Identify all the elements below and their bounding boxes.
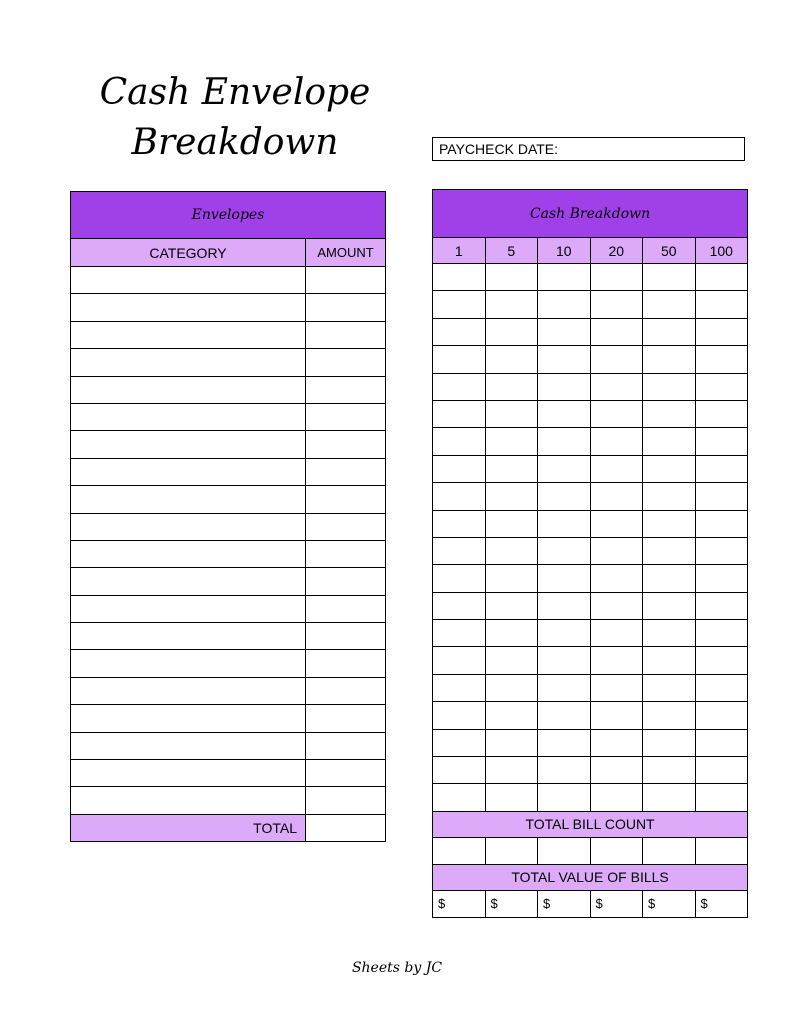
total-bill-count-label: TOTAL BILL COUNT: [433, 811, 748, 837]
bill-count-cell[interactable]: [433, 264, 486, 291]
bill-count-cell[interactable]: [695, 400, 748, 427]
bill-count-cell[interactable]: [538, 592, 591, 619]
bill-count-cell[interactable]: [590, 620, 643, 647]
bill-count-cell[interactable]: [538, 729, 591, 756]
page-title: [70, 68, 400, 168]
envelope-amount-cell[interactable]: [306, 732, 386, 759]
bill-count-cell[interactable]: [695, 620, 748, 647]
bill-count-cell[interactable]: [538, 483, 591, 510]
bill-count-cell[interactable]: [695, 784, 748, 811]
bill-count-cell[interactable]: [590, 483, 643, 510]
bill-count-cell[interactable]: [590, 784, 643, 811]
total-value-label: TOTAL VALUE OF BILLS: [433, 864, 748, 890]
bill-count-cell[interactable]: [485, 428, 538, 455]
bill-count-cell[interactable]: [695, 291, 748, 318]
bill-count-cell[interactable]: [433, 510, 486, 537]
envelope-category-cell[interactable]: [71, 294, 306, 321]
bill-count-cell[interactable]: [485, 674, 538, 701]
bill-count-cell[interactable]: [485, 757, 538, 784]
envelope-row: [71, 321, 386, 348]
cash-row: [433, 620, 748, 647]
bill-count-cell[interactable]: [590, 702, 643, 729]
bill-count-cell[interactable]: [695, 674, 748, 701]
bill-count-cell[interactable]: [485, 346, 538, 373]
envelopes-title: Envelopes: [71, 192, 386, 239]
bill-count-cell[interactable]: [538, 784, 591, 811]
bill-count-cell[interactable]: [695, 702, 748, 729]
bill-count-cell[interactable]: [433, 729, 486, 756]
bill-count-cell[interactable]: [538, 647, 591, 674]
paycheck-date-label: PAYCHECK DATE:: [439, 141, 559, 157]
envelope-amount-cell[interactable]: [306, 623, 386, 650]
cash-row: [433, 264, 748, 291]
envelope-category-cell[interactable]: [71, 677, 306, 704]
bill-count-cell[interactable]: [538, 565, 591, 592]
bill-count-cell[interactable]: [643, 592, 696, 619]
envelope-amount-cell[interactable]: [306, 376, 386, 403]
cash-row: [433, 510, 748, 537]
envelope-row: [71, 349, 386, 376]
envelope-amount-cell[interactable]: [306, 787, 386, 814]
bill-count-cell[interactable]: [433, 428, 486, 455]
bill-count-cell[interactable]: [590, 455, 643, 482]
envelope-row: [71, 540, 386, 567]
total-bill-count-cell[interactable]: [485, 837, 538, 864]
envelope-row: [71, 677, 386, 704]
bill-count-cell[interactable]: [695, 264, 748, 291]
bill-count-cell[interactable]: [433, 757, 486, 784]
denomination-header: 100: [695, 238, 748, 264]
bill-count-cell[interactable]: [538, 291, 591, 318]
denomination-header: 10: [538, 238, 591, 264]
envelope-category-cell[interactable]: [71, 267, 306, 294]
envelope-row: [71, 431, 386, 458]
total-value-cell[interactable]: $: [433, 890, 486, 917]
envelope-amount-cell[interactable]: [306, 349, 386, 376]
envelope-amount-cell[interactable]: [306, 458, 386, 485]
bill-count-cell[interactable]: [695, 565, 748, 592]
total-bill-count-cell[interactable]: [433, 837, 486, 864]
bill-count-cell[interactable]: [643, 400, 696, 427]
bill-count-cell[interactable]: [433, 620, 486, 647]
bill-count-cell[interactable]: [538, 702, 591, 729]
envelope-row: [71, 513, 386, 540]
envelope-amount-cell[interactable]: [306, 431, 386, 458]
envelope-amount-cell[interactable]: [306, 650, 386, 677]
envelope-row: [71, 403, 386, 430]
bill-count-cell[interactable]: [590, 346, 643, 373]
bill-count-cell[interactable]: [538, 510, 591, 537]
bill-count-cell[interactable]: [695, 757, 748, 784]
envelope-row: [71, 732, 386, 759]
cash-row: [433, 537, 748, 564]
bill-count-cell[interactable]: [643, 537, 696, 564]
page-title-line-2: Breakdown: [131, 122, 339, 163]
bill-count-cell[interactable]: [485, 510, 538, 537]
cash-row: [433, 784, 748, 811]
bill-count-cell[interactable]: [695, 647, 748, 674]
amount-header: AMOUNT: [306, 239, 386, 267]
bill-count-cell[interactable]: [590, 264, 643, 291]
bill-count-cell[interactable]: [590, 592, 643, 619]
cash-row: [433, 428, 748, 455]
bill-count-cell[interactable]: [485, 647, 538, 674]
envelope-category-cell[interactable]: [71, 705, 306, 732]
denomination-header: 5: [485, 238, 538, 264]
denomination-header: 50: [643, 238, 696, 264]
bill-count-cell[interactable]: [485, 291, 538, 318]
envelope-amount-cell[interactable]: [306, 513, 386, 540]
bill-count-cell[interactable]: [590, 565, 643, 592]
bill-count-cell[interactable]: [643, 346, 696, 373]
bill-count-cell[interactable]: [433, 674, 486, 701]
envelope-amount-cell[interactable]: [306, 705, 386, 732]
bill-count-cell[interactable]: [433, 455, 486, 482]
bill-count-cell[interactable]: [643, 510, 696, 537]
envelope-category-cell[interactable]: [71, 595, 306, 622]
envelope-category-cell[interactable]: [71, 623, 306, 650]
bill-count-cell[interactable]: [643, 784, 696, 811]
bill-count-cell[interactable]: [590, 757, 643, 784]
bill-count-cell[interactable]: [590, 373, 643, 400]
bill-count-cell[interactable]: [433, 565, 486, 592]
cash-row: [433, 291, 748, 318]
bill-count-cell[interactable]: [590, 318, 643, 345]
envelope-row: [71, 787, 386, 814]
envelope-row: [71, 650, 386, 677]
total-value-cell[interactable]: $: [643, 890, 696, 917]
bill-count-cell[interactable]: [590, 291, 643, 318]
bill-count-cell[interactable]: [433, 318, 486, 345]
bill-count-cell[interactable]: [485, 784, 538, 811]
envelope-amount-cell[interactable]: [306, 568, 386, 595]
total-bill-count-cell[interactable]: [590, 837, 643, 864]
bill-count-cell[interactable]: [485, 537, 538, 564]
envelope-row: [71, 623, 386, 650]
bill-count-cell[interactable]: [695, 537, 748, 564]
envelope-amount-cell[interactable]: [306, 486, 386, 513]
bill-count-cell[interactable]: [643, 729, 696, 756]
total-value-cell[interactable]: $: [590, 890, 643, 917]
cash-row: [433, 318, 748, 345]
cash-row: [433, 483, 748, 510]
bill-count-cell[interactable]: [695, 428, 748, 455]
footer-credit: Sheets by JC: [351, 960, 443, 976]
bill-count-cell[interactable]: [538, 264, 591, 291]
bill-count-cell[interactable]: [485, 620, 538, 647]
envelope-category-cell[interactable]: [71, 403, 306, 430]
cash-row: [433, 702, 748, 729]
envelope-category-cell[interactable]: [71, 650, 306, 677]
bill-count-cell[interactable]: [485, 729, 538, 756]
envelopes-table: [70, 191, 386, 842]
bill-count-cell[interactable]: [590, 647, 643, 674]
bill-count-cell[interactable]: [538, 318, 591, 345]
bill-count-cell[interactable]: [433, 483, 486, 510]
envelope-amount-cell[interactable]: [306, 677, 386, 704]
denomination-header: 1: [433, 238, 486, 264]
bill-count-cell[interactable]: [643, 674, 696, 701]
bill-count-cell[interactable]: [433, 647, 486, 674]
envelope-row: [71, 760, 386, 787]
category-header: CATEGORY: [71, 239, 306, 267]
envelope-category-cell[interactable]: [71, 540, 306, 567]
envelope-category-cell[interactable]: [71, 486, 306, 513]
page-title-line-1: Cash Envelope: [99, 72, 371, 113]
total-bill-count-cell[interactable]: [538, 837, 591, 864]
bill-count-cell[interactable]: [643, 428, 696, 455]
paycheck-date-field[interactable]: [432, 137, 745, 161]
cash-row: [433, 592, 748, 619]
total-bill-count-cell[interactable]: [695, 837, 748, 864]
bill-count-cell[interactable]: [485, 565, 538, 592]
bill-count-cell[interactable]: [538, 674, 591, 701]
bill-count-cell[interactable]: [695, 373, 748, 400]
envelope-category-cell[interactable]: [71, 732, 306, 759]
envelope-row: [71, 486, 386, 513]
bill-count-cell[interactable]: [590, 428, 643, 455]
bill-count-cell[interactable]: [538, 400, 591, 427]
bill-count-cell[interactable]: [433, 400, 486, 427]
bill-count-cell[interactable]: [538, 455, 591, 482]
bill-count-cell[interactable]: [590, 674, 643, 701]
bill-count-cell[interactable]: [538, 537, 591, 564]
cash-row: [433, 729, 748, 756]
bill-count-cell[interactable]: [643, 565, 696, 592]
bill-count-cell[interactable]: [695, 729, 748, 756]
envelope-category-cell[interactable]: [71, 568, 306, 595]
envelope-category-cell[interactable]: [71, 431, 306, 458]
cash-row: [433, 565, 748, 592]
bill-count-cell[interactable]: [485, 455, 538, 482]
envelope-amount-cell[interactable]: [306, 403, 386, 430]
cash-row: [433, 455, 748, 482]
envelope-row: [71, 595, 386, 622]
envelope-row: [71, 705, 386, 732]
bill-count-cell[interactable]: [485, 702, 538, 729]
bill-count-cell[interactable]: [433, 537, 486, 564]
envelope-category-cell[interactable]: [71, 458, 306, 485]
envelope-category-cell[interactable]: [71, 376, 306, 403]
bill-count-cell[interactable]: [643, 647, 696, 674]
bill-count-cell[interactable]: [695, 455, 748, 482]
envelope-category-cell[interactable]: [71, 321, 306, 348]
cash-row: [433, 346, 748, 373]
bill-count-cell[interactable]: [643, 483, 696, 510]
bill-count-cell[interactable]: [695, 592, 748, 619]
bill-count-cell[interactable]: [643, 291, 696, 318]
bill-count-cell[interactable]: [485, 318, 538, 345]
bill-count-cell[interactable]: [485, 400, 538, 427]
bill-count-cell[interactable]: [695, 510, 748, 537]
envelope-amount-cell[interactable]: [306, 540, 386, 567]
envelope-amount-cell[interactable]: [306, 267, 386, 294]
bill-count-cell[interactable]: [643, 373, 696, 400]
envelope-row: [71, 568, 386, 595]
cash-row: [433, 757, 748, 784]
envelope-amount-cell[interactable]: [306, 760, 386, 787]
total-bill-count-cell[interactable]: [643, 837, 696, 864]
bill-count-cell[interactable]: [485, 592, 538, 619]
bill-count-cell[interactable]: [695, 318, 748, 345]
bill-count-cell[interactable]: [590, 729, 643, 756]
envelope-amount-cell[interactable]: [306, 294, 386, 321]
bill-count-cell[interactable]: [538, 373, 591, 400]
envelope-category-cell[interactable]: [71, 760, 306, 787]
bill-count-cell[interactable]: [643, 318, 696, 345]
bill-count-cell[interactable]: [433, 702, 486, 729]
bill-count-cell[interactable]: [643, 757, 696, 784]
bill-count-cell[interactable]: [485, 373, 538, 400]
bill-count-cell[interactable]: [538, 346, 591, 373]
envelope-amount-cell[interactable]: [306, 595, 386, 622]
total-value-cell[interactable]: $: [485, 890, 538, 917]
bill-count-cell[interactable]: [643, 264, 696, 291]
envelope-row: [71, 458, 386, 485]
envelope-row: [71, 267, 386, 294]
bill-count-cell[interactable]: [643, 620, 696, 647]
cash-row: [433, 647, 748, 674]
bill-count-cell[interactable]: [643, 702, 696, 729]
bill-count-cell[interactable]: [485, 264, 538, 291]
bill-count-cell[interactable]: [538, 428, 591, 455]
bill-count-cell[interactable]: [695, 483, 748, 510]
total-value-cell[interactable]: $: [538, 890, 591, 917]
bill-count-cell[interactable]: [433, 784, 486, 811]
bill-count-cell[interactable]: [590, 537, 643, 564]
cash-row: [433, 400, 748, 427]
bill-count-cell[interactable]: [433, 291, 486, 318]
envelope-category-cell[interactable]: [71, 513, 306, 540]
bill-count-cell[interactable]: [538, 620, 591, 647]
cash-breakdown-table: [432, 189, 748, 918]
cash-row: [433, 373, 748, 400]
bill-count-cell[interactable]: [695, 346, 748, 373]
bill-count-cell[interactable]: [538, 757, 591, 784]
bill-count-cell[interactable]: [433, 346, 486, 373]
bill-count-cell[interactable]: [485, 483, 538, 510]
envelope-row: [71, 376, 386, 403]
denomination-header: 20: [590, 238, 643, 264]
bill-count-cell[interactable]: [590, 400, 643, 427]
envelope-category-cell[interactable]: [71, 349, 306, 376]
bill-count-cell[interactable]: [433, 592, 486, 619]
cash-breakdown-title: Cash Breakdown: [433, 190, 748, 238]
bill-count-cell[interactable]: [643, 455, 696, 482]
envelope-total-value[interactable]: [306, 814, 386, 841]
total-value-cell[interactable]: $: [695, 890, 748, 917]
bill-count-cell[interactable]: [590, 510, 643, 537]
envelope-amount-cell[interactable]: [306, 321, 386, 348]
envelope-category-cell[interactable]: [71, 787, 306, 814]
envelope-total-label: TOTAL: [71, 814, 306, 841]
envelope-row: [71, 294, 386, 321]
bill-count-cell[interactable]: [433, 373, 486, 400]
cash-row: [433, 674, 748, 701]
